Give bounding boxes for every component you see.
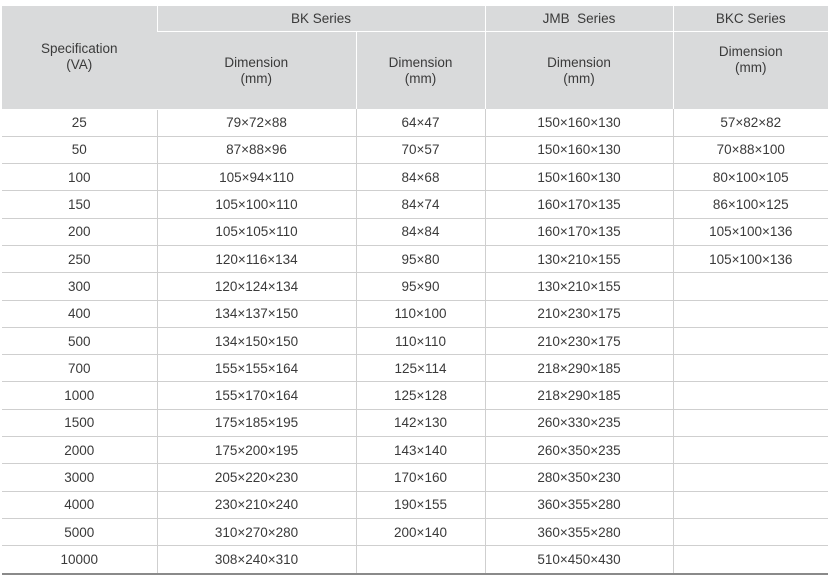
specification-cell: 250 (2, 245, 157, 272)
bkc-dimension-cell: 80×100×105 (673, 164, 828, 191)
bk-dimension-alt-cell (356, 546, 485, 574)
bkc-dimension-cell: 105×100×136 (673, 218, 828, 245)
table-row (2, 136, 828, 163)
bk-dimension-alt-cell: 200×140 (356, 518, 485, 545)
table-row (2, 355, 828, 382)
bk-dimension-cell: 120×124×134 (157, 273, 356, 300)
table-row (2, 382, 828, 409)
bk-dimension-alt-cell: 125×114 (356, 355, 485, 382)
specification-cell: 4000 (2, 491, 157, 518)
table-row (2, 409, 828, 436)
bk-dimension-alt-cell: 110×110 (356, 327, 485, 354)
bk-dimension-cell: 175×185×195 (157, 409, 356, 436)
specification-cell: 10000 (2, 546, 157, 574)
specification-table (2, 6, 828, 575)
table-row (2, 546, 828, 574)
dimension-unit: (mm) (563, 70, 595, 86)
bkc-dimension-cell (673, 355, 828, 382)
table-row (2, 245, 828, 272)
bk-dimension-alt-cell: 142×130 (356, 409, 485, 436)
jmb-series-header: JMB Series (485, 6, 673, 32)
bk-dimension-cell: 155×155×164 (157, 355, 356, 382)
jmb-dimension-cell: 210×230×175 (485, 327, 673, 354)
bk-dimension-cell: 87×88×96 (157, 136, 356, 163)
bk-dimension-alt-cell: 95×90 (356, 273, 485, 300)
jmb-dimension-cell: 130×210×155 (485, 273, 673, 300)
bkc-dimension-cell (673, 518, 828, 545)
bk-dimension-alt-cell: 84×68 (356, 164, 485, 191)
bk-dimension-alt-cell: 190×155 (356, 491, 485, 518)
jmb-dimension-cell: 218×290×185 (485, 382, 673, 409)
dimension-header (485, 32, 673, 110)
specification-cell: 500 (2, 327, 157, 354)
table-row (2, 491, 828, 518)
bkc-dimension-cell: 105×100×136 (673, 245, 828, 272)
table-row (2, 437, 828, 464)
table-row (2, 273, 828, 300)
table-header (2, 6, 828, 109)
specification-cell: 1500 (2, 409, 157, 436)
specification-cell: 300 (2, 273, 157, 300)
bk-dimension-cell: 105×105×110 (157, 218, 356, 245)
dimension-unit: (mm) (735, 60, 767, 75)
table-row (2, 300, 828, 327)
bkc-dimension-cell (673, 491, 828, 518)
bk-dimension-alt-cell: 70×57 (356, 136, 485, 163)
specification-header-unit: (VA) (66, 57, 93, 73)
table-row (2, 464, 828, 491)
bk-series-header: BK Series (157, 6, 485, 32)
jmb-dimension-cell: 260×330×235 (485, 409, 673, 436)
bkc-dimension-cell (673, 546, 828, 574)
bk-dimension-alt-cell: 64×47 (356, 109, 485, 136)
bk-dimension-cell: 230×210×240 (157, 491, 356, 518)
dimension-unit: (mm) (240, 70, 272, 86)
bk-dimension-alt-cell: 125×128 (356, 382, 485, 409)
jmb-dimension-cell: 360×355×280 (485, 518, 673, 545)
specification-cell: 25 (2, 109, 157, 136)
jmb-dimension-cell: 130×210×155 (485, 245, 673, 272)
bkc-dimension-cell (673, 409, 828, 436)
specification-cell: 100 (2, 164, 157, 191)
table-row (2, 218, 828, 245)
table-body (2, 109, 828, 574)
specification-cell: 1000 (2, 382, 157, 409)
bk-dimension-cell: 105×94×110 (157, 164, 356, 191)
bkc-dimension-cell (673, 437, 828, 464)
jmb-dimension-cell: 150×160×130 (485, 136, 673, 163)
bkc-dimension-cell (673, 300, 828, 327)
bk-dimension-cell: 120×116×134 (157, 245, 356, 272)
bkc-dimension-cell: 86×100×125 (673, 191, 828, 218)
bk-dimension-cell: 310×270×280 (157, 518, 356, 545)
jmb-dimension-cell: 210×230×175 (485, 300, 673, 327)
dimension-label: Dimension (718, 44, 783, 59)
bk-dimension-cell: 134×137×150 (157, 300, 356, 327)
bk-dimension-cell: 205×220×230 (157, 464, 356, 491)
specification-cell: 400 (2, 300, 157, 327)
specification-cell: 5000 (2, 518, 157, 545)
specification-cell: 50 (2, 136, 157, 163)
bk-dimension-alt-cell: 143×140 (356, 437, 485, 464)
jmb-dimension-cell: 260×350×235 (485, 437, 673, 464)
jmb-dimension-cell: 218×290×185 (485, 355, 673, 382)
jmb-dimension-cell: 150×160×130 (485, 109, 673, 136)
bk-dimension-cell: 175×200×195 (157, 437, 356, 464)
specification-cell: 700 (2, 355, 157, 382)
jmb-dimension-cell: 360×355×280 (485, 491, 673, 518)
bk-dimension-alt-cell: 95×80 (356, 245, 485, 272)
bkc-dimension-cell (673, 464, 828, 491)
jmb-dimension-cell: 160×170×135 (485, 191, 673, 218)
bk-dimension-cell: 105×100×110 (157, 191, 356, 218)
jmb-dimension-cell: 160×170×135 (485, 218, 673, 245)
bk-dimension-cell: 155×170×164 (157, 382, 356, 409)
jmb-dimension-cell: 510×450×430 (485, 546, 673, 574)
bkc-dimension-cell: 70×88×100 (673, 136, 828, 163)
dimension-unit: (mm) (404, 70, 437, 86)
dimension-label: Dimension (224, 54, 289, 70)
dimension-header (356, 32, 485, 110)
bk-dimension-alt-cell: 84×84 (356, 218, 485, 245)
bk-dimension-cell: 308×240×310 (157, 546, 356, 574)
bk-dimension-alt-cell: 110×100 (356, 300, 485, 327)
specification-cell: 150 (2, 191, 157, 218)
table-row (2, 327, 828, 354)
specification-cell: 200 (2, 218, 157, 245)
bkc-dimension-cell (673, 273, 828, 300)
specification-header (2, 6, 157, 109)
bk-dimension-cell: 134×150×150 (157, 327, 356, 354)
specification-cell: 2000 (2, 437, 157, 464)
table-row (2, 109, 828, 136)
dimension-header (673, 32, 828, 110)
bk-dimension-alt-cell: 84×74 (356, 191, 485, 218)
specification-header-label: Specification (40, 41, 118, 57)
table-row (2, 191, 828, 218)
table-row (2, 518, 828, 545)
bk-dimension-cell: 79×72×88 (157, 109, 356, 136)
dimension-label: Dimension (388, 54, 453, 70)
bkc-dimension-cell (673, 327, 828, 354)
dimension-header (157, 32, 356, 110)
specification-cell: 3000 (2, 464, 157, 491)
table-row (2, 164, 828, 191)
bkc-dimension-cell (673, 382, 828, 409)
bk-dimension-alt-cell: 170×160 (356, 464, 485, 491)
bkc-series-header: BKC Series (673, 6, 828, 32)
jmb-dimension-cell: 150×160×130 (485, 164, 673, 191)
jmb-dimension-cell: 280×350×230 (485, 464, 673, 491)
bkc-dimension-cell: 57×82×82 (673, 109, 828, 136)
dimension-label: Dimension (547, 54, 611, 70)
